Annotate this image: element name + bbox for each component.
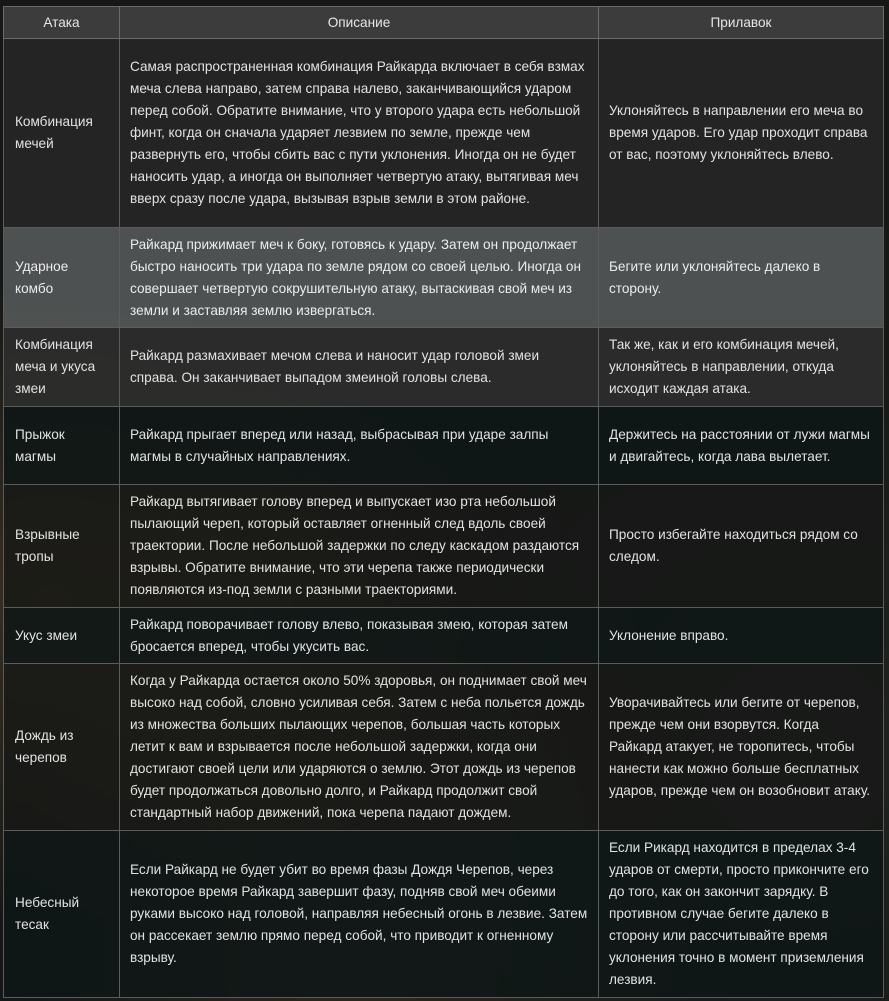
table-row [4,664,884,831]
table-row [4,608,884,664]
attack-name: Комбинация мечей [4,39,120,228]
attack-counter: Уклонение вправо. [599,608,884,664]
attack-name: Прыжок магмы [4,407,120,485]
attack-description: Райкард размахивает мечом слева и наносит удар головой змеи справа. Он заканчивает выпадом змеиной головы слева. [120,328,599,407]
table-row [4,228,884,328]
header-counter: Прилавок [599,7,884,39]
attack-counter: Уворачивайтесь или бегите от черепов, прежде чем они взорвутся. Когда Райкард атакует, не торопитесь, чтобы нанести как можно больше бесплатных ударов, прежде чем он возобновит атаку. [599,664,884,831]
attack-name: Небесный тесак [4,831,120,998]
table-row [4,831,884,998]
attack-description: Когда у Райкарда остается около 50% здоровья, он поднимает свой меч высоко над собой, словно усиливая себя. Затем с неба польется дождь из множества больших пылающих черепов, большая часть которых летит к вам и взрывается после небольшой задержки, когда они достигают своей цели или ударяются о землю. Этот дождь из черепов будет продолжаться довольно долго, и Райкард продолжит свой стандартный набор движений, пока черепа падают дождем. [120,664,599,831]
table-row [4,328,884,407]
boss-attacks-table [3,6,884,998]
attack-counter: Если Рикард находится в пределах 3-4 ударов от смерти, просто прикончите его до того, как он закончит зарядку. В противном случае бегите далеко в сторону или рассчитывайте время уклонения точно в момент приземления лезвия. [599,831,884,998]
attack-name: Комбинация меча и укуса змеи [4,328,120,407]
attack-description: Райкард прыгает вперед или назад, выбрасывая при ударе залпы магмы в случайных направлениях. [120,407,599,485]
attack-description: Самая распространенная комбинация Райкарда включает в себя взмах меча слева направо, затем справа налево, заканчивающийся ударом перед собой. Обратите внимание, что у второго удара есть небольшой финт, когда он сначала ударяет лезвием по земле, прежде чем развернуть его, чтобы сбить вас с пути уклонения. Иногда он не будет наносить удар, а иногда он выполняет четвертую атаку, вытягивая меч вверх сразу после удара, вызывая взрыв земли в этом районе. [120,39,599,228]
attack-counter: Уклоняйтесь в направлении его меча во время ударов. Его удар проходит справа от вас, поэтому уклоняйтесь влево. [599,39,884,228]
attack-name: Взрывные тропы [4,485,120,608]
header-description: Описание [120,7,599,39]
table-row [4,407,884,485]
attack-counter: Бегите или уклоняйтесь далеко в сторону. [599,228,884,328]
table-header-row [4,7,884,39]
attack-counter: Держитесь на расстоянии от лужи магмы и двигайтесь, когда лава вылетает. [599,407,884,485]
attack-name: Укус змеи [4,608,120,664]
attack-description: Райкард прижимает меч к боку, готовясь к удару. Затем он продолжает быстро наносить три удара по земле рядом со своей целью. Иногда он совершает четвертую сокрушительную атаку, вытаскивая свой меч из земли и заставляя землю извергаться. [120,228,599,328]
attack-name: Ударное комбо [4,228,120,328]
attack-counter: Просто избегайте находиться рядом со следом. [599,485,884,608]
attack-counter: Так же, как и его комбинация мечей, уклоняйтесь в направлении, откуда исходит каждая атака. [599,328,884,407]
attack-description: Райкард поворачивает голову влево, показывая змею, которая затем бросается вперед, чтобы укусить вас. [120,608,599,664]
attack-name: Дождь из черепов [4,664,120,831]
table-row [4,485,884,608]
attack-description: Если Райкард не будет убит во время фазы Дождя Черепов, через некоторое время Райкард завершит фазу, подняв свой меч обеими руками высоко над головой, направляя небесный огонь в лезвие. Затем он рассекает землю прямо перед собой, что приводит к огненному взрыву. [120,831,599,998]
attack-description: Райкард вытягивает голову вперед и выпускает изо рта небольшой пылающий череп, который оставляет огненный след вдоль своей траектории. После небольшой задержки по следу каскадом раздаются взрывы. Обратите внимание, что эти черепа также периодически появляются из-под земли с разными траекториями. [120,485,599,608]
header-attack: Атака [4,7,120,39]
table-row [4,39,884,228]
